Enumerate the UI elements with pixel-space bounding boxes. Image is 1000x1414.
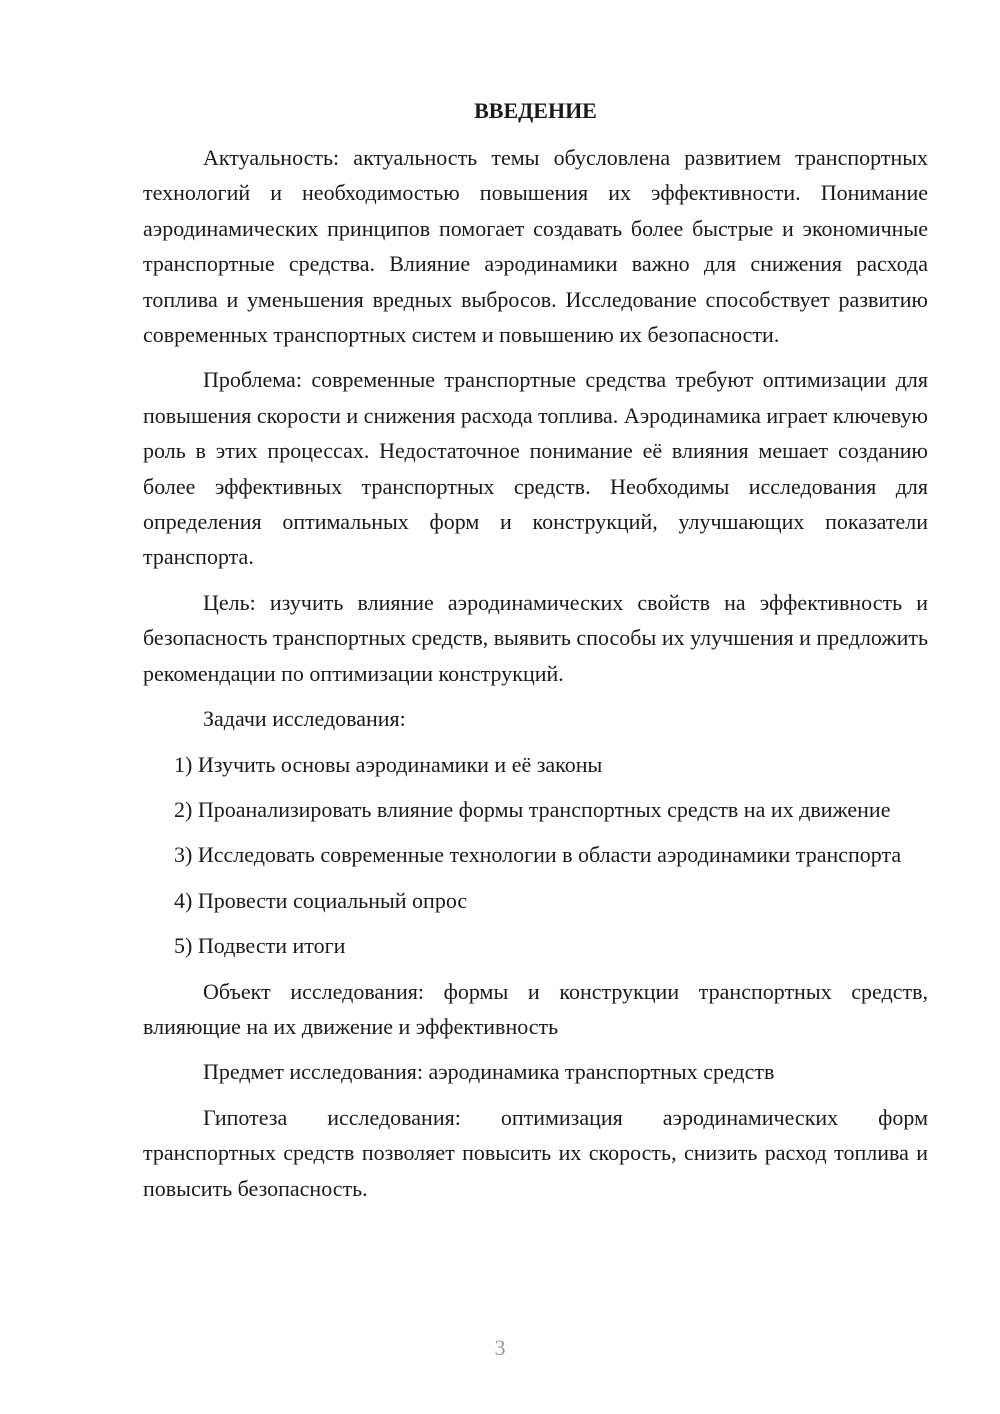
paragraph-subject: Предмет исследования: аэродинамика транспортных средств — [203, 1059, 775, 1085]
page-title: ВВЕДЕНИЕ — [474, 98, 597, 123]
paragraph-relevance: Актуальность: актуальность темы обусловлена развитием транспортных технологий и необходимостью повышения их эффективности. Понимание аэродинамических принципов помогает создавать более быстрые и экономичные транспортные средства. Влияние аэродинамики важно для снижения расхода топлива и уменьшения вредных выбросов. Исследование способствует развитию современных транспортных систем и повышению их безопасности. — [143, 145, 928, 348]
list-item: 3) Исследовать современные технологии в области аэродинамики транспорта — [174, 842, 902, 868]
paragraph-goal: Цель: изучить влияние аэродинамических свойств на эффективность и безопасность транспортных средств, выявить способы их улучшения и предложить рекомендации по оптимизации конструкций. — [143, 589, 928, 686]
paragraph-object: Объект исследования: формы и конструкции транспортных средств, влияющие на их движение и эффективность — [143, 978, 928, 1039]
list-item: 4) Провести социальный опрос — [174, 887, 468, 913]
list-item: 5) Подвести итоги — [174, 933, 346, 959]
paragraph-hypothesis: Гипотеза исследования: оптимизация аэродинамических форм транспортных средств позволяет повысить их скорость, снизить расход топлива и повысить безопасность. — [143, 1104, 928, 1201]
tasks-heading: Задачи исследования: — [203, 706, 406, 732]
list-item: 1) Изучить основы аэродинамики и её законы — [174, 751, 603, 777]
document-page — [143, 96, 928, 1216]
page-number: 3 — [494, 1335, 506, 1360]
paragraph-problem: Проблема: современные транспортные средства требуют оптимизации для повышения скорости и снижения расхода топлива. Аэродинамика играет ключевую роль в этих процессах. Недостаточное понимание её влияния мешает созданию более эффективных транспортных средств. Необходимы исследования для определения оптимальных форм и конструкций, улучшающих показатели транспорта. — [143, 367, 928, 570]
tasks-list — [143, 747, 928, 964]
list-item: 2) Проанализировать влияние формы транспортных средств на их движение — [174, 796, 891, 822]
